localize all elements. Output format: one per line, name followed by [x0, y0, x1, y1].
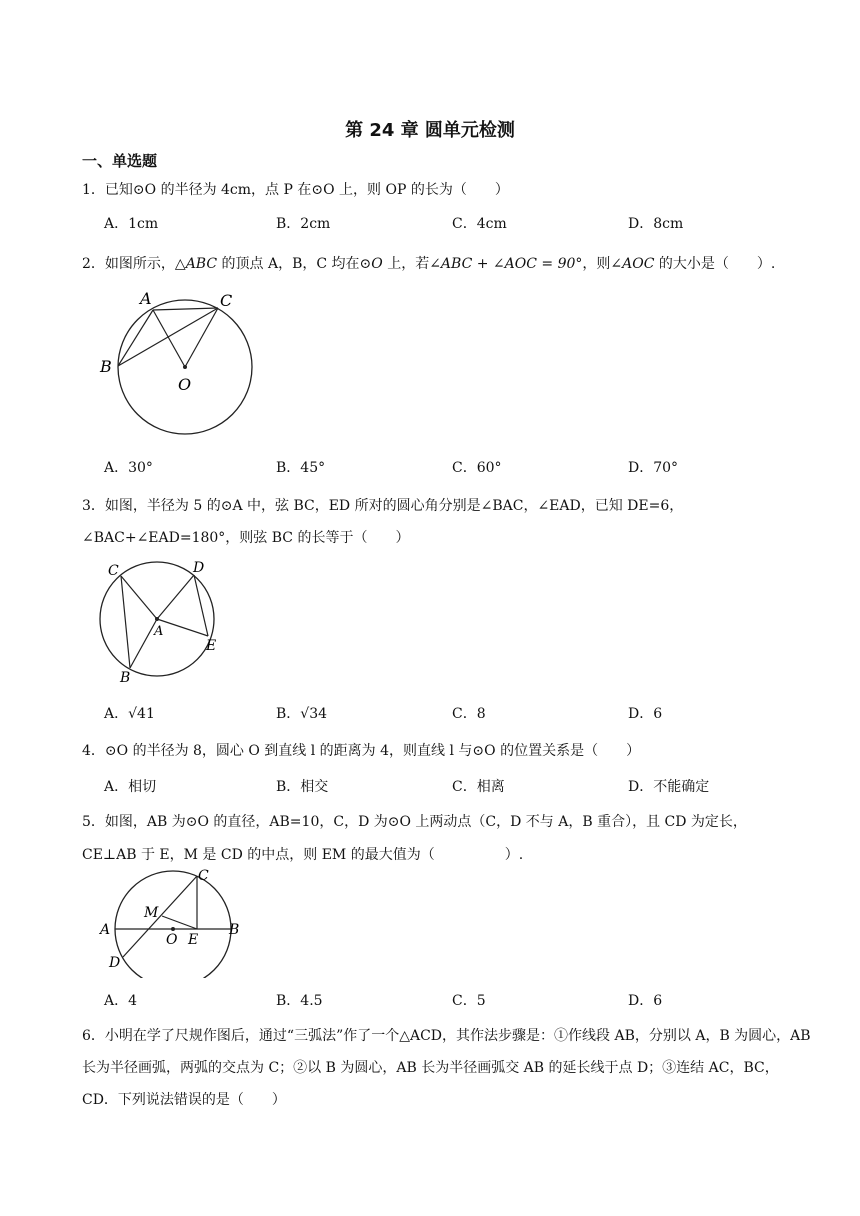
q2-math-condition: ∠ABC + ∠AOC = 90° [429, 256, 583, 272]
question-1-text: 1．已知⊙O 的半径为 4cm，点 P 在⊙O 上，则 OP 的长为（ ） [82, 182, 509, 198]
q1-option-a: A．1cm [104, 216, 159, 232]
q5-label-d: D [109, 955, 121, 971]
q2-math-angle: ∠AOC [610, 256, 655, 272]
q2-option-a: A．30° [104, 460, 153, 476]
q5-option-d: D．6 [628, 993, 663, 1009]
q2-option-b: B．45° [276, 460, 326, 476]
q1-option-d: D．8cm [628, 216, 684, 232]
q4-option-a: A．相切 [104, 779, 157, 795]
q2-figure [98, 286, 258, 441]
q2-math-triangle: △ABC [174, 256, 218, 272]
question-4-text: 4．⊙O 的半径为 8，圆心 O 到直线 l 的距离为 4，则直线 l 与⊙O 的位置关系是（ ） [82, 743, 641, 759]
section-heading: 一、单选题 [82, 152, 158, 170]
q2-label-o: O [178, 375, 192, 394]
q5-label-c: C [198, 868, 209, 884]
q3-label-d: D [193, 560, 205, 576]
question-6-text: 6．小明在学了尺规作图后，通过“三弧法”作了一个△ACD，其作法步骤是：①作线段 AB，分别以 A，B 为圆心，AB 长为半径画弧，两弧的交点为 C；②以 B 为圆心，AB 长为半径画弧交 AB 的延长线于点 D；③连结 AC，BC，CD．下列说法错误的是（ ） [82, 1028, 811, 1108]
q2-text-part: ，则 [582, 256, 611, 272]
q3-option-c: C．8 [452, 706, 486, 722]
q2-text-part: 的大小是（ ）. [654, 256, 776, 272]
q1-option-c: C．4cm [452, 216, 507, 232]
q3-label-a: A [154, 624, 164, 639]
question-3-line-1: 3．如图，半径为 5 的⊙A 中，弦 BC，ED 所对的圆心角分别是∠BAC，∠EAD，已知 DE=6， [82, 498, 684, 514]
q3-figure [96, 560, 228, 688]
question-3-line-2: ∠BAC+∠EAD=180°，则弦 BC 的长等于（ ） [82, 530, 410, 546]
q2-option-d: D．70° [628, 460, 679, 476]
question-5-line-2: CE⊥AB 于 E，M 是 CD 的中点，则 EM 的最大值为（ ）. [82, 847, 524, 863]
page-title: 第 24 章 圆单元检测 [345, 120, 515, 141]
q2-label-c: C [220, 291, 233, 310]
q2-text-part: 2．如图所示， [82, 256, 175, 272]
q2-text-part: 上，若 [382, 256, 430, 272]
q5-option-c: C．5 [452, 993, 486, 1009]
question-2-text [82, 254, 812, 274]
q4-option-d: D．不能确定 [628, 779, 710, 795]
q1-option-b: B．2cm [276, 216, 331, 232]
q5-figure [98, 866, 248, 978]
q5-label-m: M [144, 905, 159, 921]
q3-label-e: E [206, 638, 217, 654]
q3-option-b: B．√34 [276, 706, 328, 722]
q3-label-b: B [120, 670, 131, 686]
q2-label-b: B [100, 357, 112, 376]
q3-option-a: A．√41 [104, 706, 155, 722]
question-5-line-1: 5．如图，AB 为⊙O 的直径，AB=10，C，D 为⊙O 上两动点（C，D 不与 A，B 重合），且 CD 为定长， [82, 814, 747, 830]
q5-label-b: B [229, 922, 240, 938]
q2-text-part: 的顶点 A，B，C 均在 [217, 256, 360, 272]
q5-option-a: A．4 [104, 993, 138, 1009]
q2-math-circle: ⊙O [359, 256, 383, 272]
q2-option-c: C．60° [452, 460, 502, 476]
q3-label-c: C [108, 563, 119, 579]
q5-label-o: O [166, 932, 178, 948]
q5-label-e: E [188, 932, 199, 948]
q4-option-c: C．相离 [452, 779, 505, 795]
q2-label-a: A [140, 289, 152, 308]
q5-option-b: B．4.5 [276, 993, 323, 1009]
q4-option-b: B．相交 [276, 779, 329, 795]
q3-option-d: D．6 [628, 706, 663, 722]
q5-label-a: A [100, 922, 111, 938]
